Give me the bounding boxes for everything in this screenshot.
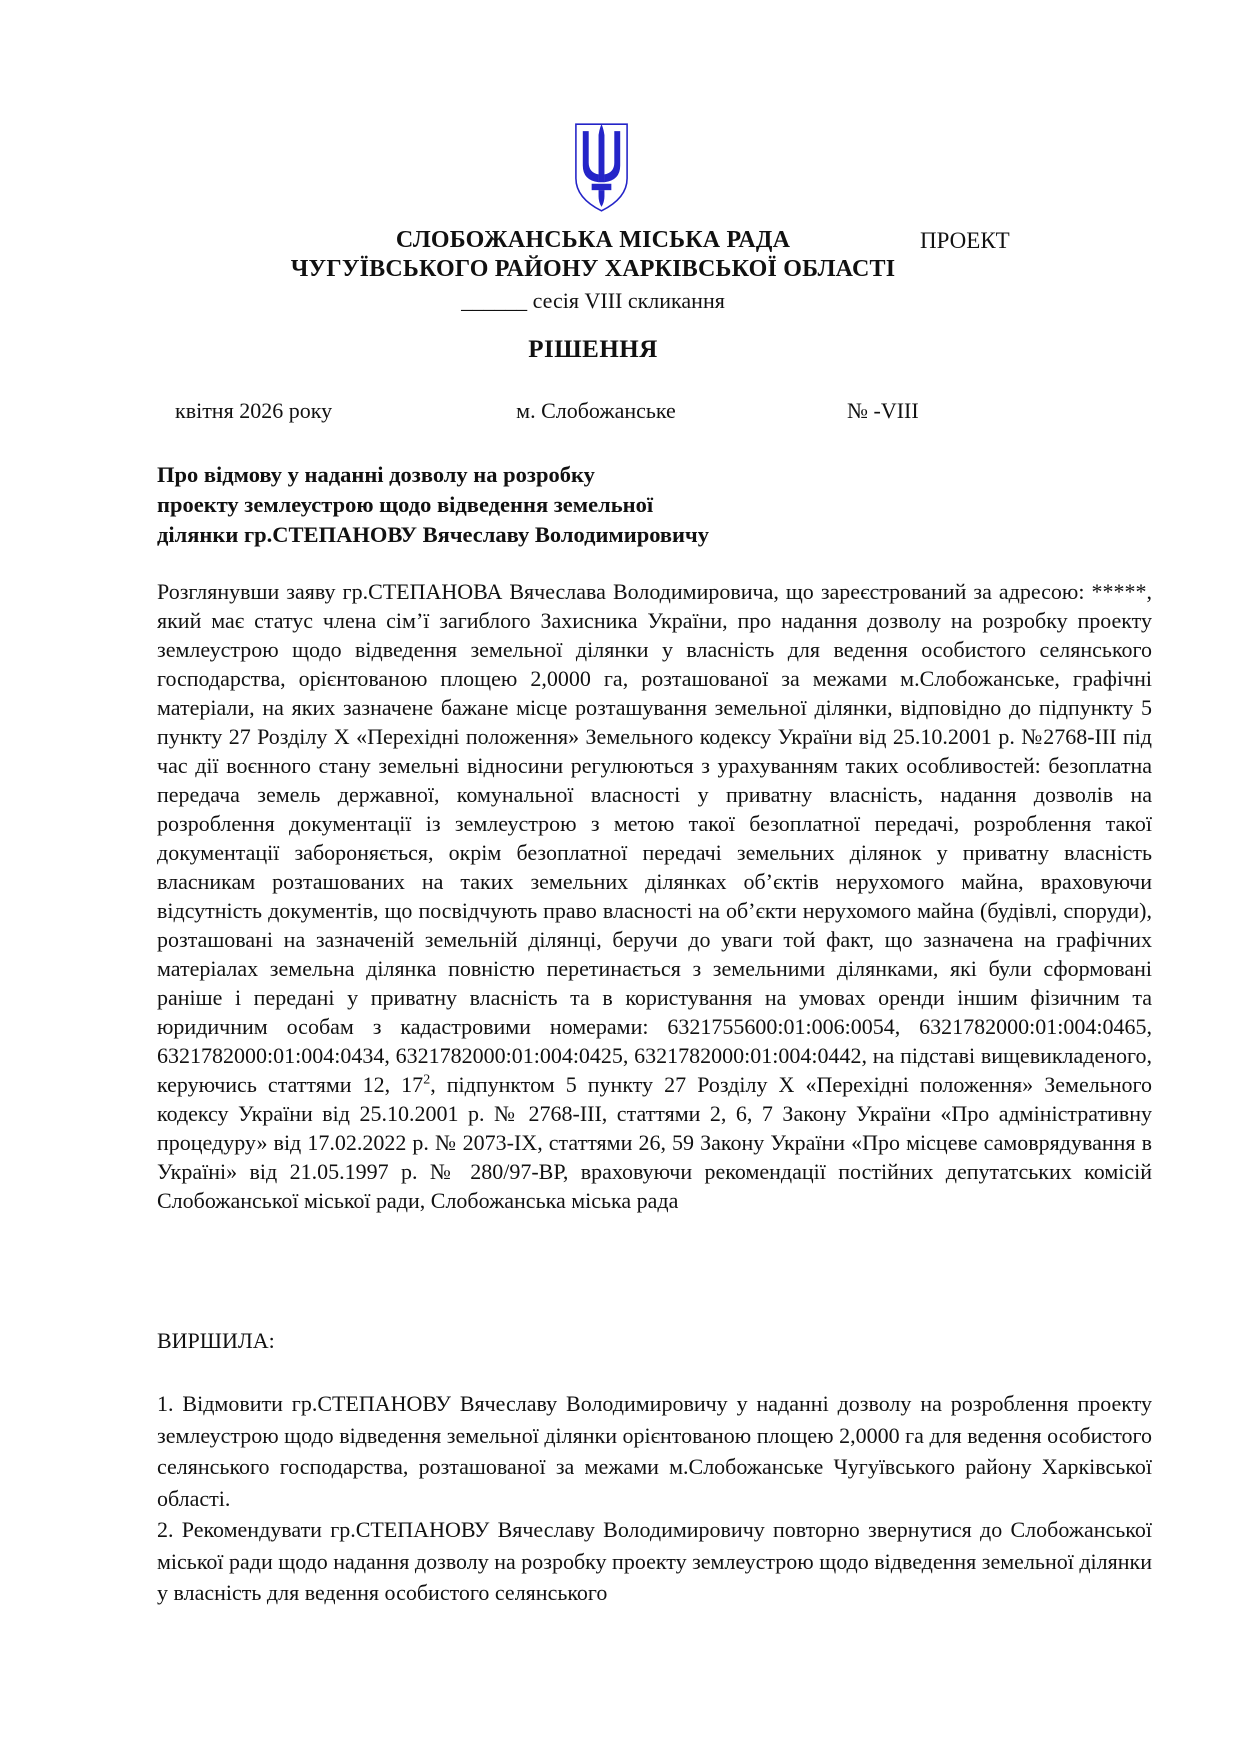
doc-number: № -VIII [847,398,919,423]
trident-icon [570,120,633,217]
subject-line-2: проекту землеустрою щодо відведення земельної [157,492,654,517]
resolution-items [157,1388,1152,1609]
body-text-part2: , підпунктом 5 пункту 27 Розділу X «Перехідні положення» Земельного кодексу України від 25.10.2001 р. № 2768-ІІІ, статтями 2, 6, 7 Закону України «Про адміністративну процедуру» від 17.02.2022 р. № 2073-ІХ, статтями 26, 59 Закону України «Про місцеве самоврядування в Україні» від 21.05.1997 р. № 280/97-ВР, враховуючи рекомендації постійних депутатських комісій Слобожанської міської ради, Слобожанська міська рада [157,1072,1152,1213]
doc-type-title: РІШЕННЯ [528,336,658,363]
resolution-item-2: 2. Рекомендувати гр.СТЕПАНОВУ Вячеславу Володимировичу повторно звернутися до Слобожанської міської ради щодо надання дозволу на розробку проекту землеустрою щодо відведення земельної ділянки у власність для ведення особистого селянського [157,1517,1152,1605]
subject-line-3: ділянки гр.СТЕПАНОВУ Вячеславу Володимировичу [157,522,709,547]
project-label: ПРОЕКТ [920,228,1010,253]
subject-block [157,460,1152,550]
resolved-label: ВИРШИЛА: [157,1328,275,1353]
body-paragraph [157,577,1152,1215]
subject-line-1: Про відмову у наданні дозволу на розробку [157,462,595,487]
place-text: м. Слобожанське [516,398,676,423]
org-name-line2: ЧУГУЇВСЬКОГО РАЙОНУ ХАРКІВСЬКОЇ ОБЛАСТІ [290,256,896,282]
session-line: ______ сесія VIII скликання [461,288,725,313]
article-superscript: 2 [423,1072,431,1088]
date-row [157,398,1152,428]
resolution-item-1: 1. Відмовити гр.СТЕПАНОВУ Вячеславу Володимировичу у наданні дозволу на розроблення проекту землеустрою щодо відведення земельної ділянки орієнтованою площею 2,0000 га для ведення особистого селянського господарства, розташованої за межами м.Слобожанське Чугуївського району Харківської області. [157,1391,1152,1511]
document-header [157,226,1029,315]
body-text-part1: Розглянувши заяву гр.СТЕПАНОВА Вячеслава Володимировича, що зареєстрований за адресою: *****, який має статус члена сім’ї загиблого Захисника України, про надання дозволу на розробку проекту землеустрою щодо відведення земельної ділянки у власність для ведення особистого селянського господарства, орієнтованою площею 2,0000 га, розташованої за межами м.Слобожанське, графічні матеріали, на яких зазначене бажане місце розташування земельної ділянки, відповідно до підпункту 5 пункту 27 Розділу X «Перехідні положення» Земельного кодексу України від 25.10.2001 р. №2768-ІІІ під час дії воєнного стану земельні відносини регулюються з урахуванням таких особливостей: безоплатна передача земель державної, комунальної власності у приватну власність, надання дозволів на розроблення документації із землеустрою з метою такої безоплатної передачі, розроблення такої документації забороняється, окрім безоплатної передачі земельних ділянок у приватну власність власникам розташованих на таких земельних ділянках об’єктів нерухомого майна, враховуючи відсутність документів, що посвідчують право власності на об’єкти нерухомого майна (будівлі, споруди), розташовані на зазначеній земельній ділянці, беручи до уваги той факт, що зазначена на графічних матеріалах земельна ділянка повністю перетинається з земельними ділянками, які були сформовані раніше і передані у приватну власність та в користування на умовах оренди іншим фізичним та юридичним особам з кадастровими номерами: 6321755600:01:006:0054, 6321782000:01:004:0465, 6321782000:01:004:0434, 6321782000:01:004:0425, 6321782000:01:004:0442, на підставі вищевикладеного, керуючись статтями 12, 17 [157,579,1152,1097]
date-text: квітня 2026 року [175,398,333,423]
ukraine-trident-emblem [570,120,633,217]
org-name-line1: СЛОБОЖАНСЬКА МІСЬКА РАДА [395,227,791,253]
